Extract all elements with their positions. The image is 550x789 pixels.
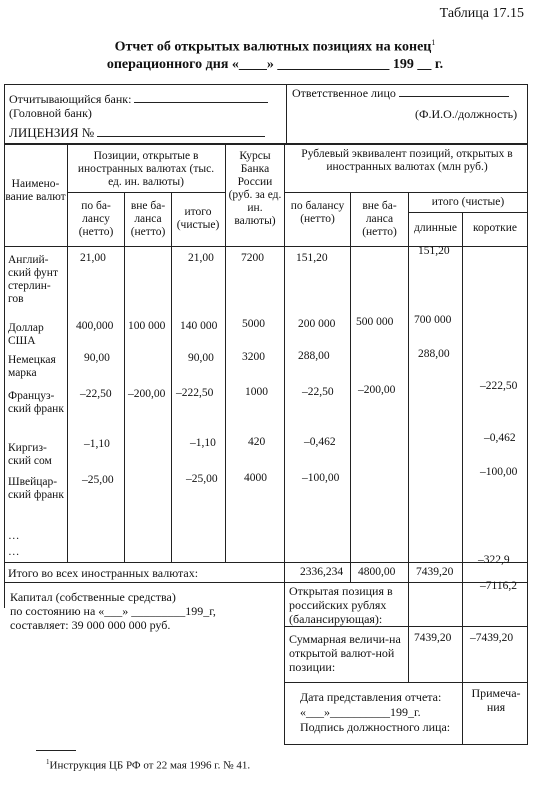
ellipsis-row: … (8, 530, 20, 542)
col-header-rates: Курсы Банка России (руб. за ед. ин. валюты) (228, 150, 282, 227)
footnote (46, 758, 250, 772)
row-rate: 4000 (244, 472, 267, 484)
notes-label: Примеча-ния (471, 686, 521, 714)
open-rub-label: Открытая позиция в российских рублях (балансирующая): (289, 584, 393, 626)
row-pos-balance: 90,00 (84, 352, 110, 364)
title-footnote-mark: 1 (431, 38, 436, 47)
row-rate: 420 (248, 436, 266, 448)
row-pos-total: –1,10 (190, 437, 216, 449)
report-date-line-1: Дата представления отчета: (300, 690, 442, 704)
row-rub-balance: –100,00 (302, 472, 340, 484)
row-pos-offbalance: –200,00 (128, 388, 166, 400)
row-rub-balance: 288,00 (298, 350, 330, 362)
row-pos-total: 90,00 (188, 352, 214, 364)
sum-open-long: 7439,20 (414, 632, 452, 644)
row-long: 151,20 (418, 245, 450, 257)
col-header-rub-balance: по балансу (нетто) (290, 200, 345, 225)
row-rub-balance: 200 000 (298, 318, 336, 330)
row-short: –222,50 (480, 380, 518, 392)
col-header-long: длинные (414, 222, 457, 234)
col-header-pos-offbalance: вне ба-ланса (нетто) (130, 200, 166, 238)
reporting-bank-label: Отчитывающийся банк: (9, 92, 132, 106)
capital-block (10, 590, 216, 632)
row-pos-offbalance: 100 000 (128, 320, 166, 332)
row-rate: 1000 (245, 386, 268, 398)
open-rub-short: –7116,2 (480, 580, 517, 592)
col-header-positions: Позиции, открытые в иностранных валютах (тыс. ед. ин. валюты) (77, 150, 215, 188)
col-header-rub-offbalance: вне ба-ланса (нетто) (362, 200, 397, 238)
total-short: –322,9 (478, 554, 510, 566)
responsible-label: Ответственное лицо (292, 86, 396, 100)
license-label: ЛИЦЕНЗИЯ № (9, 125, 95, 140)
row-rate: 7200 (241, 252, 264, 264)
row-short: –0,462 (484, 432, 516, 444)
total-long: 7439,20 (416, 566, 454, 578)
total-rub-balance: 2336,234 (300, 566, 344, 578)
row-name: Англий-ский фунт стерлин-гов (8, 254, 58, 305)
row-long: 700 000 (414, 314, 452, 326)
capital-line-2: по состоянию на «___» _________199_г, (10, 604, 216, 618)
col-header-rub-equiv: Рублевый эквивалент позиций, открытых в иностранных валютах (млн руб.) (301, 148, 513, 173)
row-name: Киргиз-ский сом (8, 442, 52, 467)
footnote-divider (36, 750, 76, 751)
title-line-2: операционного дня «____» ________________ 199 __ г. (106, 56, 444, 72)
row-rub-balance: –22,50 (302, 386, 334, 398)
col-header-rub-total: итого (чистые) (431, 196, 505, 208)
report-date-line-3: Подпись должностного лица: (300, 720, 451, 734)
total-rub-offbalance: 4800,00 (358, 566, 396, 578)
row-pos-balance: 21,00 (80, 252, 106, 264)
row-name: Немецкая марка (8, 354, 56, 379)
row-pos-total: 140 000 (180, 320, 218, 332)
sum-open-label: Суммарная величи-на открытой валют-ной позиции: (289, 632, 401, 674)
row-rub-balance: –0,462 (304, 436, 336, 448)
row-rub-offbalance: –200,00 (358, 384, 396, 396)
footnote-mark: 1 (46, 758, 50, 766)
row-rate: 5000 (242, 318, 265, 330)
col-header-pos-total: итого (чистые) (176, 206, 220, 231)
row-name: Швейцар-ский франк (8, 476, 64, 501)
capital-line-1: Капитал (собственные средства) (10, 590, 176, 604)
row-name: Француз-ский франк (8, 390, 64, 415)
head-bank-label: (Головной банк) (9, 106, 92, 120)
fio-label: (Ф.И.О./должность) (415, 107, 518, 121)
row-rub-offbalance: 500 000 (356, 316, 394, 328)
col-header-short: короткие (473, 222, 517, 234)
row-pos-total: 21,00 (188, 252, 214, 264)
row-pos-balance: 400,000 (76, 320, 114, 332)
ellipsis-row: … (8, 546, 20, 558)
report-date-line-2: «___»__________199_г. (300, 705, 421, 719)
row-short: –100,00 (480, 466, 518, 478)
capital-line-3: составляет: 39 000 000 000 руб. (10, 618, 171, 632)
col-header-name: Наимено-вание валют (5, 178, 66, 203)
total-label: Итого во всех иностранных валютах: (8, 566, 199, 580)
report-date-block (300, 690, 450, 735)
row-pos-total: –25,00 (186, 473, 218, 485)
table-caption: Таблица 17.15 (439, 6, 524, 21)
row-name: Доллар США (8, 322, 44, 347)
row-pos-total: –222,50 (176, 387, 214, 399)
row-long: 288,00 (418, 348, 450, 360)
row-pos-balance: –22,50 (80, 388, 112, 400)
sum-open-short: –7439,20 (470, 632, 514, 644)
row-pos-balance: –25,00 (82, 474, 114, 486)
row-rate: 3200 (242, 351, 265, 363)
footnote-text: Инструкция ЦБ РФ от 22 мая 1996 г. № 41. (49, 759, 251, 772)
col-header-pos-balance: по ба-лансу (нетто) (78, 200, 114, 238)
row-pos-balance: –1,10 (84, 438, 110, 450)
row-rub-balance: 151,20 (296, 252, 328, 264)
title-line-1: Отчет об открытых валютных позициях на конец (114, 39, 432, 55)
